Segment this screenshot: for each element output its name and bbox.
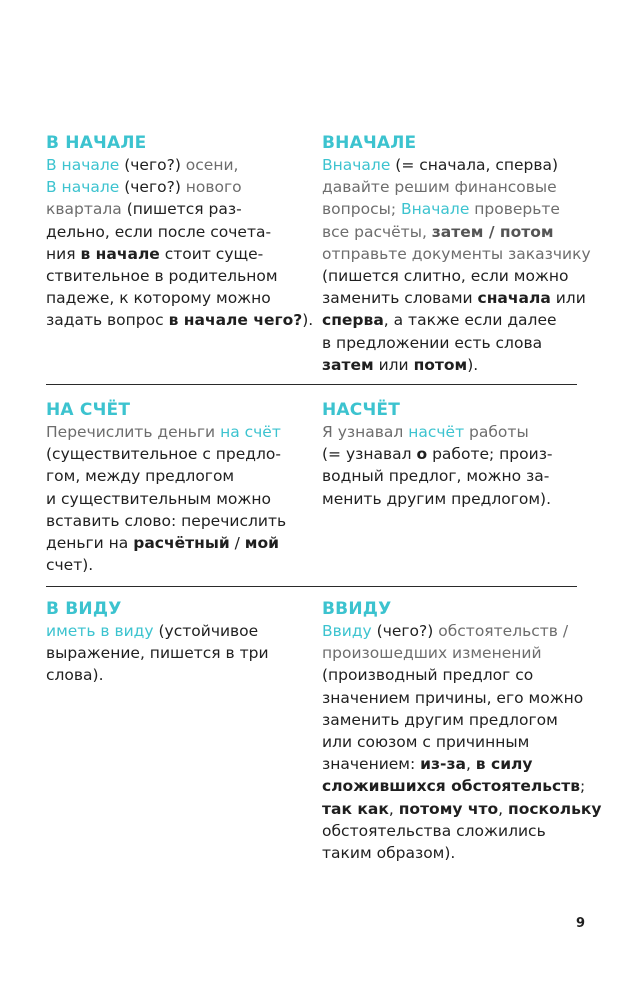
text-line xyxy=(322,287,592,309)
text-fragment: работе; произ- xyxy=(427,445,553,464)
bold-term: расчётный xyxy=(133,534,230,553)
bold-term: потом xyxy=(413,355,468,374)
example-text: осени, xyxy=(185,156,239,174)
example-text: Перечислить деньги xyxy=(46,423,221,441)
text-line xyxy=(322,775,592,797)
text-line xyxy=(322,154,592,176)
example-text: обстоятельств / xyxy=(438,622,569,640)
text-line xyxy=(46,532,316,554)
text-line: ствительное в родительном xyxy=(46,267,278,286)
text-line: вставить слово: перечислить xyxy=(46,511,287,530)
example-term: на счёт xyxy=(220,423,281,441)
bold-term: сначала xyxy=(477,289,551,308)
entry-heading: ВВИДУ xyxy=(322,599,392,619)
text-fragment: ). xyxy=(467,355,479,374)
text-line: заменить другим предлогом xyxy=(322,710,558,729)
text-line xyxy=(322,198,592,220)
example-term: иметь в виду xyxy=(46,622,154,640)
example-text: вопросы; xyxy=(322,200,401,219)
text-line: падеже, к которому можно xyxy=(46,289,271,308)
bold-term: мой xyxy=(244,534,279,553)
page-number: 9 xyxy=(576,916,586,931)
text-fragment: (пишется раз- xyxy=(121,200,242,219)
text-line xyxy=(46,154,316,176)
text-line: счет). xyxy=(46,556,94,575)
example-term: В начале xyxy=(46,178,120,197)
text-line: гом, между предлогом xyxy=(46,467,235,486)
bold-term: так как xyxy=(322,799,389,818)
entry-na-schet xyxy=(46,399,316,576)
entry-heading: В НАЧАЛЕ xyxy=(46,133,147,153)
text-line xyxy=(322,309,592,331)
bold-term: из-за xyxy=(420,755,466,774)
section-divider xyxy=(46,586,577,587)
text-line xyxy=(46,421,316,443)
example-text: работы xyxy=(464,423,529,441)
text-line: менить другим предлогом). xyxy=(322,489,552,508)
bold-term: сложившихся обстоятельств xyxy=(322,777,581,796)
entry-vvidu xyxy=(322,598,602,864)
text-line: значением причины, его можно xyxy=(322,688,584,707)
example-text: все расчёты, xyxy=(322,222,432,241)
text-line: дельно, если после сочета- xyxy=(46,222,272,241)
text-fragment: , xyxy=(498,799,509,818)
text-line: обстоятельства сложились xyxy=(322,821,546,840)
text-line: (существительное с предло- xyxy=(46,445,281,464)
text-fragment: (= узнавал xyxy=(322,445,417,464)
example-term: Вначале xyxy=(322,156,391,174)
text-fragment: заменить словами xyxy=(322,289,478,308)
text-line: (пишется слитно, если можно xyxy=(322,267,569,286)
text-fragment: / xyxy=(229,534,245,553)
example-term: Вначале xyxy=(400,200,470,219)
text-fragment: , xyxy=(388,799,399,818)
text-fragment: (устойчивое xyxy=(153,622,259,640)
text-fragment: ния xyxy=(46,244,81,263)
example-term: Ввиду xyxy=(322,622,372,640)
bold-term: в начале xyxy=(80,244,160,263)
example-term: насчёт xyxy=(408,423,465,441)
text-line xyxy=(322,620,592,642)
text-fragment: стоит суще- xyxy=(159,244,264,263)
example-text: произошедших изменений xyxy=(322,644,542,663)
entry-heading: ВНАЧАЛЕ xyxy=(322,133,417,153)
text-fragment: ; xyxy=(580,777,586,796)
bold-term: затем / потом xyxy=(431,222,554,241)
text-line xyxy=(322,421,592,443)
text-line: (производный предлог со xyxy=(322,666,534,685)
text-fragment: , xyxy=(465,755,476,774)
text-line: слова). xyxy=(46,666,104,685)
example-text: давайте решим финансовые xyxy=(322,178,557,197)
bold-term: в начале чего? xyxy=(168,311,303,330)
text-line xyxy=(46,176,316,198)
text-line xyxy=(322,354,592,376)
bold-term: о xyxy=(416,445,428,464)
text-line xyxy=(46,198,316,220)
bold-term: затем xyxy=(322,355,374,374)
text-fragment: или xyxy=(373,355,414,374)
text-line xyxy=(46,309,316,331)
text-fragment: (чего?) xyxy=(371,622,439,640)
text-fragment: деньги на xyxy=(46,534,134,553)
text-line: выражение, пишется в три xyxy=(46,644,269,663)
text-line: в предложении есть слова xyxy=(322,333,543,352)
bold-term: сперва xyxy=(322,311,384,330)
example-text: отправьте документы заказчику xyxy=(322,244,591,263)
text-fragment: задать вопрос xyxy=(46,311,169,330)
text-line xyxy=(322,798,602,820)
bold-term: в силу xyxy=(475,755,533,774)
entry-naschet xyxy=(322,399,592,510)
example-text: Я узнавал xyxy=(322,423,409,441)
entry-v-vidu xyxy=(46,598,316,687)
entry-vnachale xyxy=(322,132,592,376)
entry-heading: НА СЧЁТ xyxy=(46,400,131,420)
entry-heading: НАСЧЁТ xyxy=(322,400,401,420)
entry-heading: В ВИДУ xyxy=(46,599,122,619)
text-fragment: или xyxy=(550,289,586,308)
example-text: проверьте xyxy=(469,200,560,219)
text-fragment: (чего?) xyxy=(119,156,186,174)
bold-term: поскольку xyxy=(508,799,602,818)
example-text: квартала xyxy=(46,200,122,219)
example-text: нового xyxy=(185,178,242,197)
bold-term: потому что xyxy=(398,799,499,818)
text-line xyxy=(322,443,592,465)
text-line xyxy=(322,753,592,775)
text-line xyxy=(322,221,592,243)
text-fragment: ). xyxy=(302,311,314,330)
entry-v-nachale xyxy=(46,132,316,332)
text-fragment: , а также если далее xyxy=(383,311,557,330)
section-divider xyxy=(46,384,577,385)
text-line: таким образом). xyxy=(322,844,456,863)
example-term: В начале xyxy=(46,156,120,174)
text-fragment: (= сначала, сперва) xyxy=(390,156,559,174)
text-line xyxy=(46,243,316,265)
text-fragment: значением: xyxy=(322,755,421,774)
text-line xyxy=(46,620,316,642)
text-line: и существительным можно xyxy=(46,489,271,508)
text-fragment: (чего?) xyxy=(119,178,186,197)
text-line: или союзом с причинным xyxy=(322,733,530,752)
text-line: водный предлог, можно за- xyxy=(322,467,550,486)
